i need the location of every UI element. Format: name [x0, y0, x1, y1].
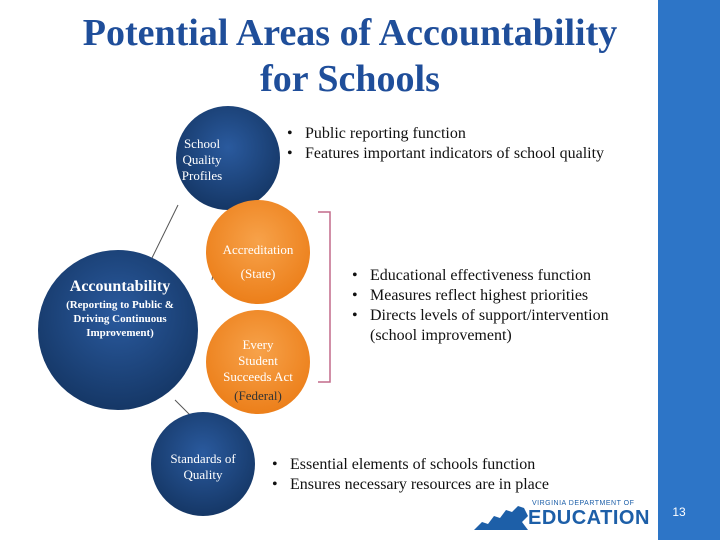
vdoe-logo	[472, 500, 654, 534]
virginia-state-icon	[472, 500, 530, 534]
node-line: Standards of	[170, 451, 236, 466]
node-line: Profiles	[181, 168, 223, 183]
bracket	[318, 212, 330, 382]
node-line: Succeeds Act	[223, 369, 293, 384]
label-accountability: Accountability	[69, 278, 171, 295]
node-line: (State)	[240, 266, 276, 281]
label-standards-of-quality	[163, 451, 243, 483]
bullet-item: • Educational effectiveness function	[350, 266, 655, 286]
bullets-accreditation-essa	[350, 266, 655, 346]
bullet-item: • Measures reflect highest priorities	[350, 286, 655, 306]
bullet-item: • Directs levels of support/intervention (school improvement)	[350, 306, 655, 346]
page-number: 13	[672, 505, 686, 519]
label-accreditation	[213, 238, 303, 286]
node-line: Accreditation	[222, 242, 294, 257]
bullet-item: • Ensures necessary resources are in place	[270, 475, 650, 495]
logo-main-text: EDUCATION	[528, 507, 650, 529]
node-line: Quality	[182, 152, 222, 167]
bullet-item: • Public reporting function	[285, 124, 655, 144]
logo-top-text: VIRGINIA DEPARTMENT OF	[532, 500, 635, 507]
bullet-item: • Features important indicators of school quality	[285, 144, 655, 164]
bullet-item: • Essential elements of schools function	[270, 455, 650, 475]
node-line: Every	[242, 337, 274, 352]
node-line: Quality	[183, 467, 223, 482]
node-line: Student	[238, 353, 278, 368]
label-every-student-federal: (Federal)	[234, 388, 282, 403]
node-line: School	[183, 136, 221, 151]
label-every-student	[213, 337, 303, 385]
page-title: Potential Areas of Accountability for Schools	[82, 12, 618, 100]
connector-line	[150, 205, 178, 262]
label-accountability-sub: (Reporting to Public & Driving Continuous Improvement)	[66, 299, 174, 339]
label-school-quality-profiles	[176, 136, 228, 184]
bullets-standards	[270, 455, 650, 495]
bullets-profiles	[285, 124, 655, 164]
